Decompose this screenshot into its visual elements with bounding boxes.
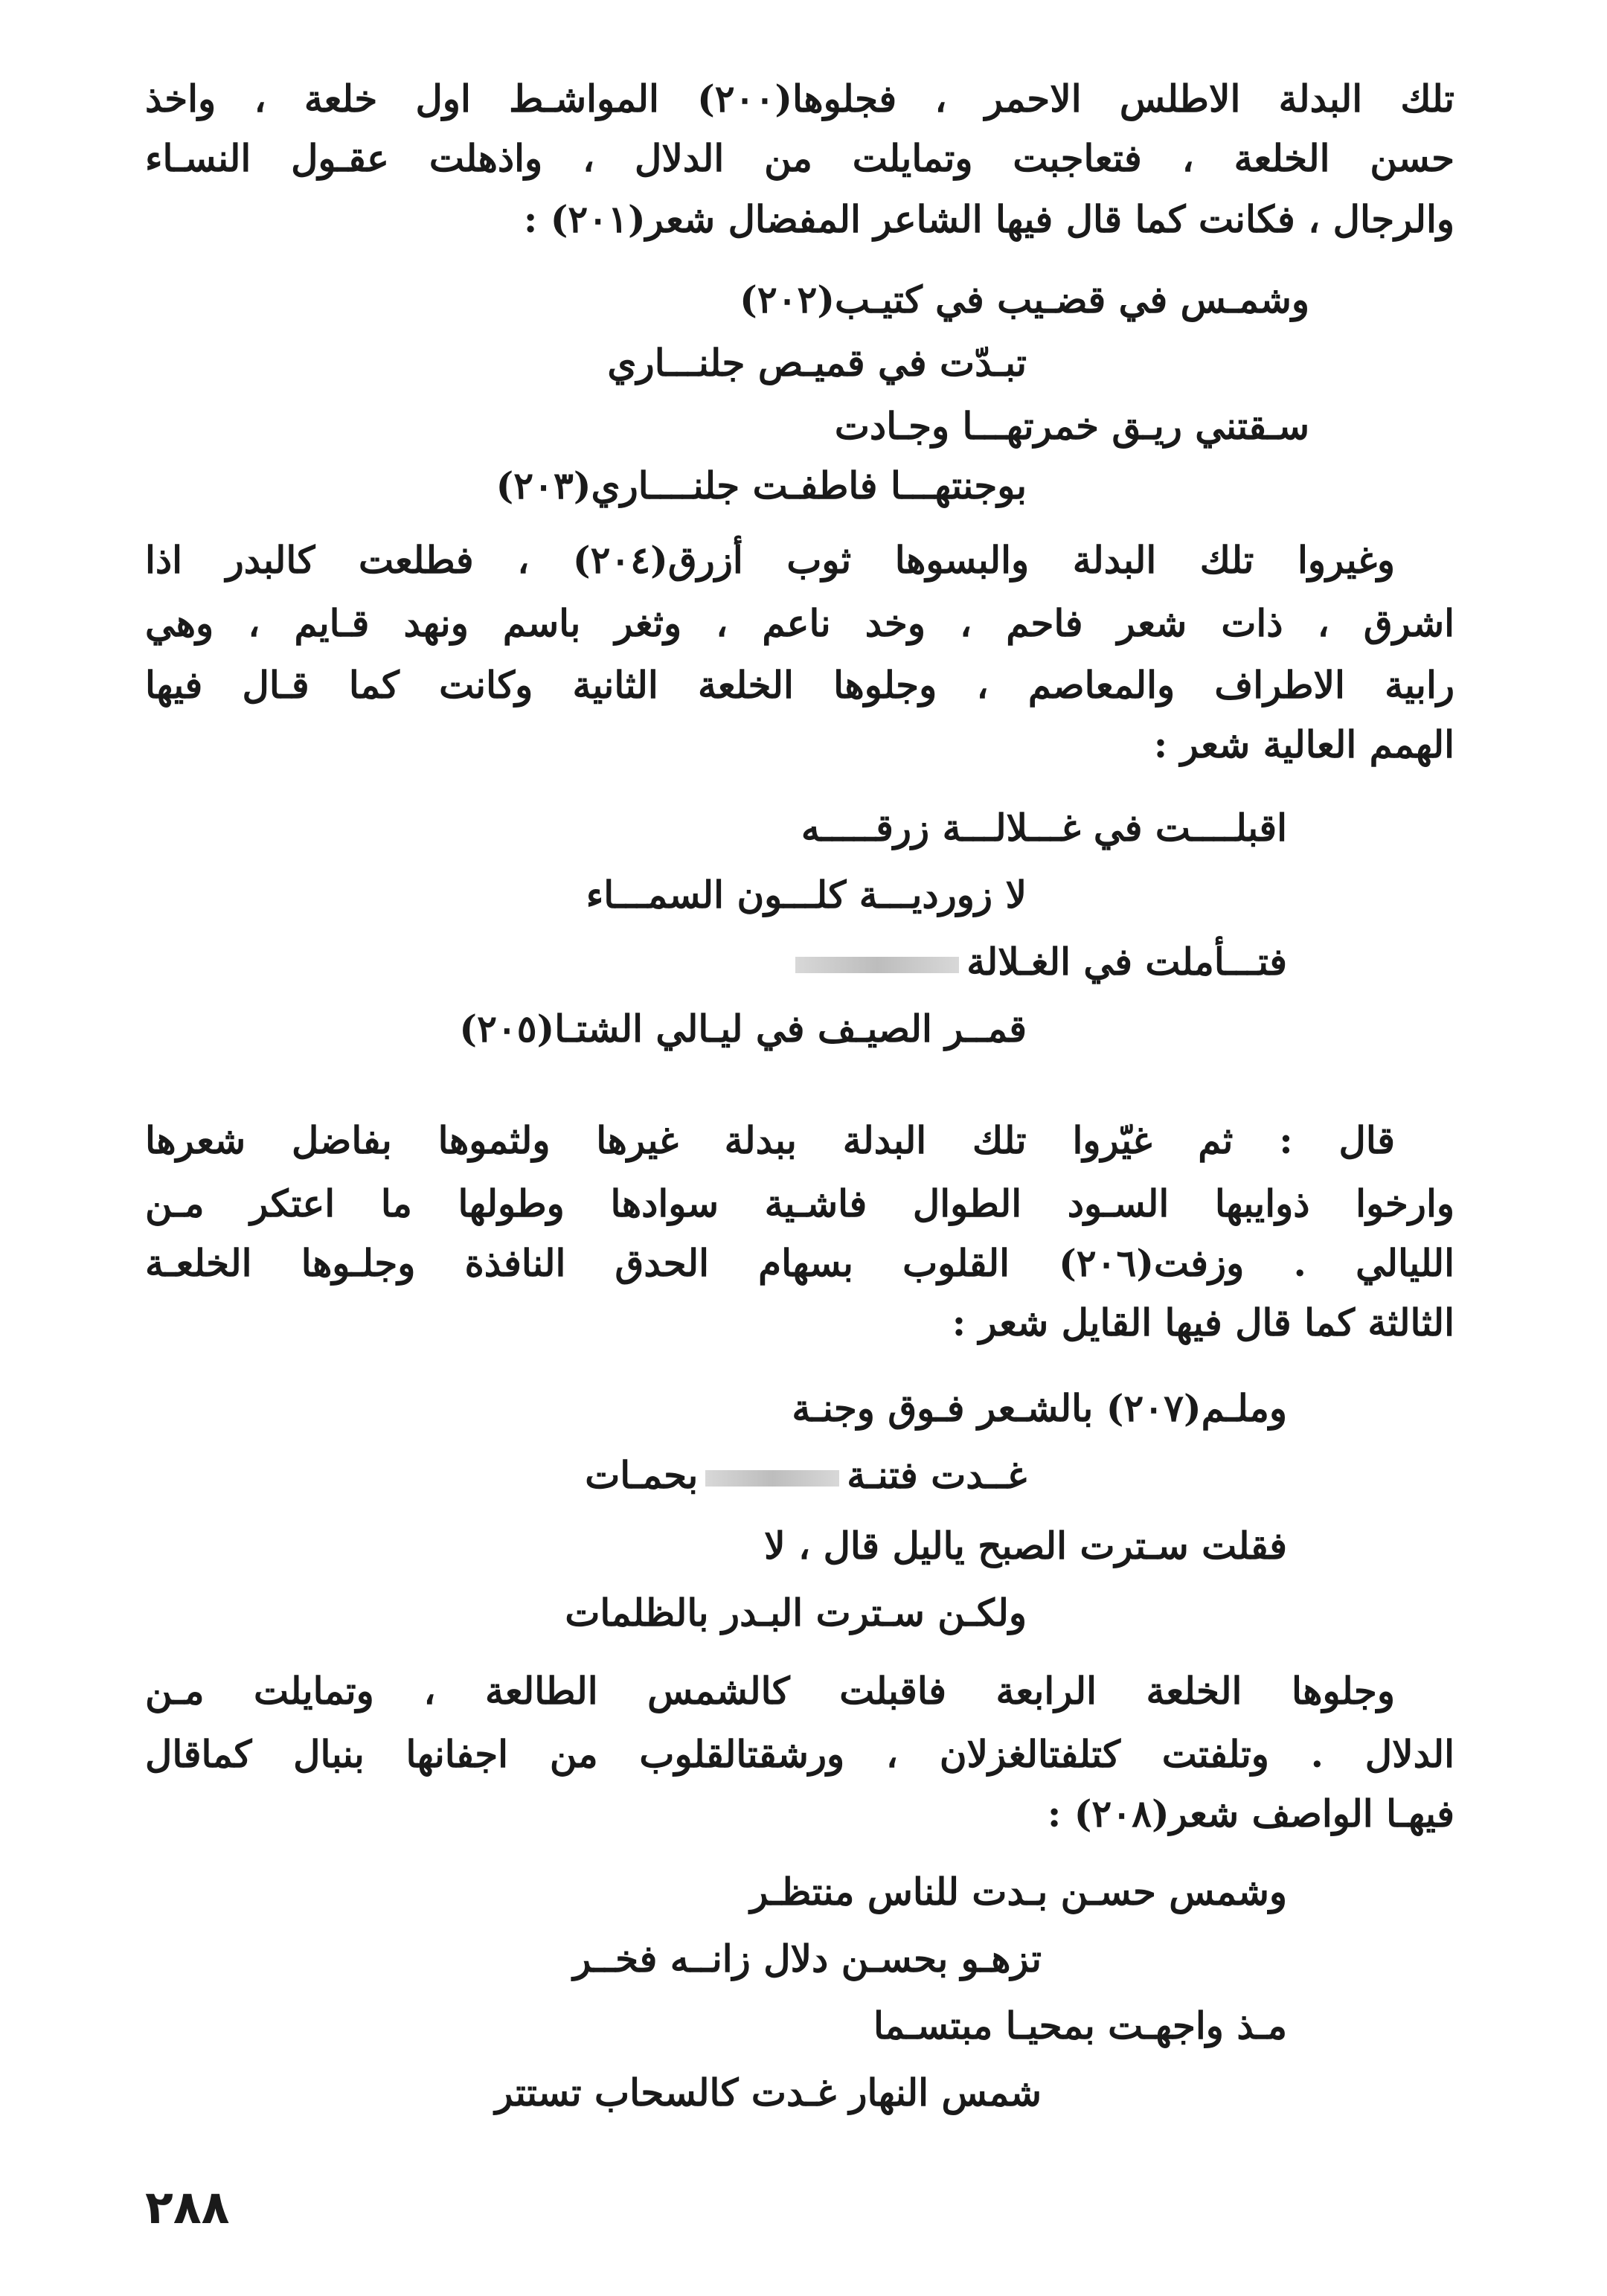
page-number: ٢٨٨ xyxy=(145,2180,230,2234)
verse-line: وملـم(٢٠٧) بالشـعر فـوق وجنـة xyxy=(792,1386,1287,1430)
paragraph-line: اشرق ، ذات شعر فاحم ، وخد ناعم ، وثغر باسم ونهد قـايم ، وهي xyxy=(145,601,1454,645)
paragraph-line: فيهـا الواصف شعر(٢٠٨) : xyxy=(1047,1792,1454,1835)
verse-text: غــدت فتنـة xyxy=(847,1453,1027,1497)
paragraph-line: الهمم العالية شعر : xyxy=(1153,722,1454,766)
verse-line: قمــر الصيـف في ليـالي الشتـا(٢٠٥) xyxy=(459,1007,1027,1051)
paragraph-line: تلك البدلة الاطلس الاحمر ، فجلوها(٢٠٠) المواشـط اول خلعة ، واخذ xyxy=(145,77,1454,121)
verse-text: بحمـات xyxy=(585,1453,699,1497)
paragraph-line: والرجال ، فكانت كما قال فيها الشاعر المفضال شعر(٢٠١) : xyxy=(523,197,1454,241)
verse-line: وشمس حسـن بـدت للناس منتظـر xyxy=(750,1870,1287,1914)
paragraph-line: الليالي . وزفت(٢٠٦) القلوب بسهام الحدق النافذة وجلـوها الخلعـة xyxy=(145,1241,1454,1285)
verse-line: ولكـن سـترت البـدر بالظلمات xyxy=(565,1591,1027,1635)
paragraph-line: وارخوا ذوايبها السـود الطوال فاشـية سوادها وطولها ما اعتكر مـن xyxy=(145,1181,1454,1225)
verse-line: سـقتني ريـق خمرتهـــا وجـادت xyxy=(834,404,1309,448)
verse-line: فقلت سـترت الصبح ياليل قال ، لا xyxy=(764,1524,1287,1568)
verse-line: بوجنتهـــا فاطفـت جلنــــاري(٢٠٣) xyxy=(495,464,1027,507)
paragraph-line: وجلوها الخلعة الرابعة فاقبلت كالشمس الطالعة ، وتمايلت مـن xyxy=(145,1669,1395,1713)
verse-text: فتـــأملت في الغـلالة xyxy=(966,940,1287,984)
verse-line: وشمـس في قضـيب في كتيـب(٢٠٢) xyxy=(740,278,1309,321)
paragraph-line: قال : ثم غيّروا تلك البدلة ببدلة غيرها ولثموها بفاضل شعرها xyxy=(145,1118,1395,1162)
illegible-blur-mark xyxy=(795,957,959,973)
verse-line: اقبلــــت في غـــلالـــة زرقـــــه xyxy=(801,806,1287,850)
paragraph-line: رابية الاطراف والمعاصم ، وجلوها الخلعة الثانية وكانت كما قـال فيها xyxy=(145,663,1454,707)
verse-line xyxy=(788,937,1287,987)
paragraph-line: الثالثة كما قال فيها القايل شعر : xyxy=(952,1301,1454,1344)
verse-line: تبـدّت في قميـص جلنـــاري xyxy=(607,341,1027,385)
paragraph-line: حسن الخلعة ، فتعاجبت وتمايلت من الدلال ، واذهلت عقـول النسـاء xyxy=(145,136,1454,180)
verse-line: شمس النهار غـدت كالسحاب تستتر xyxy=(495,2071,1042,2114)
paragraph-line: الدلال . وتلفتت كتلفتالغزلان ، ورشقتالقلوب من اجفانها بنبال كماقال xyxy=(145,1732,1454,1776)
verse-line: مـذ واجهـت بمحيـا مبتسـما xyxy=(873,2004,1287,2048)
verse-line: لا زورديـــة كلـــون السمـــاء xyxy=(586,873,1027,917)
verse-line: تزهـو بحسـن دلال زانــه فخــر xyxy=(573,1937,1042,1981)
paragraph-line: وغيروا تلك البدلة والبسوها ثوب أزرق(٢٠٤) ، فطلعت كالبدر اذا xyxy=(145,538,1395,582)
illegible-blur-mark xyxy=(705,1470,839,1487)
verse-line xyxy=(585,1451,1027,1500)
